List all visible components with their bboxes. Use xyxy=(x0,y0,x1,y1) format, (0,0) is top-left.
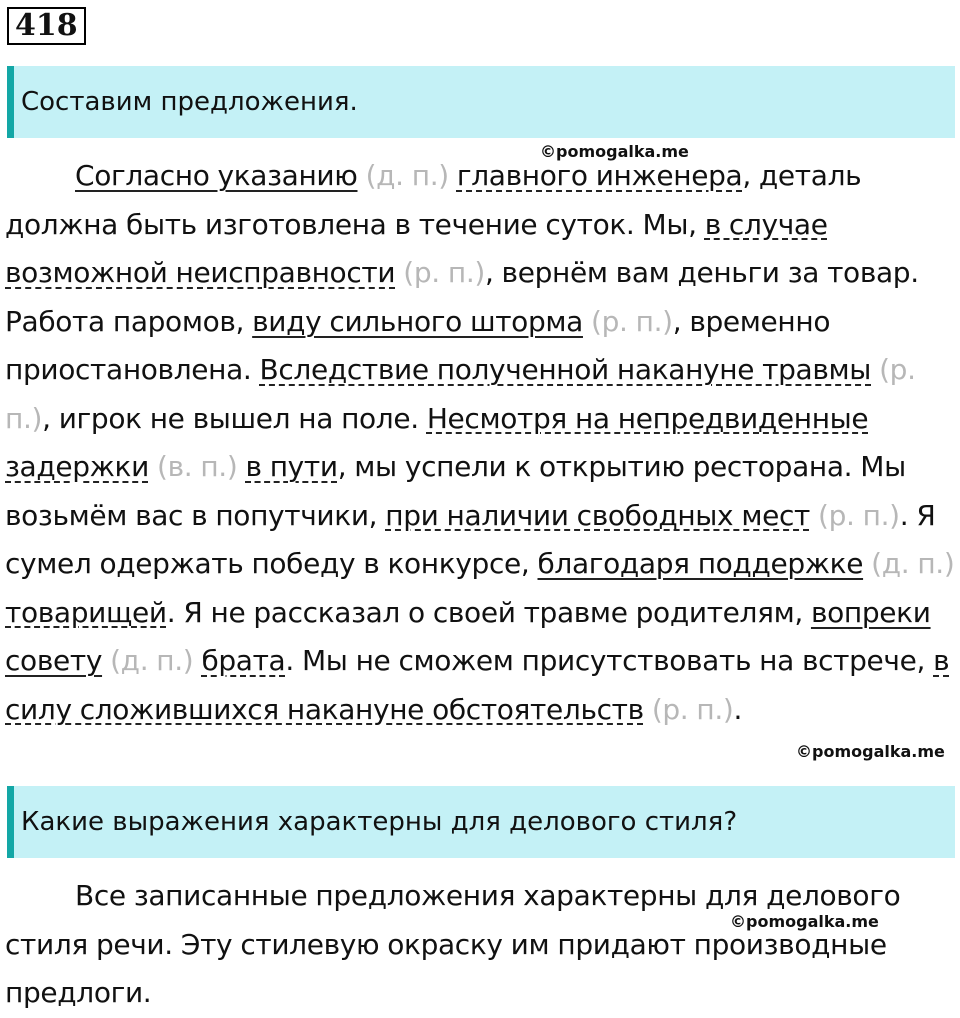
dependent-word: товарищей xyxy=(5,595,167,629)
case-label: (д. п.) xyxy=(365,159,449,192)
preposition-phrase: Вследствие полученной накануне травмы xyxy=(259,353,872,386)
plain-text: . Я не рассказал о своей травме родителям, xyxy=(166,595,811,629)
case-label: (д. п.) xyxy=(871,547,955,580)
exercise-number: 418 xyxy=(7,7,86,45)
preposition-phrase: в силу сложившихся накануне обстоятельств xyxy=(5,644,950,726)
exercise-text xyxy=(5,152,957,734)
plain-text: , временно приостановлена. xyxy=(5,304,831,386)
plain-text: , мы успели к открытию ресторана. Мы возьмём вас в попутчики, xyxy=(5,450,906,532)
dependent-word: в пути xyxy=(245,450,338,483)
plain-text: , вернём вам деньги за товар. Работа паромов, xyxy=(5,256,919,338)
question-text: Какие выражения характерны для делового стиля? xyxy=(21,807,738,837)
preposition-phrase: при наличии свободных мест xyxy=(385,498,810,532)
case-label: (в. п.) xyxy=(157,450,238,483)
watermark-middle: ©pomogalka.me xyxy=(796,742,945,761)
dependent-word: главного инженера xyxy=(456,159,743,192)
answer-text: Все записанные предложения характерны для делового стиля речи. Эту стилевую окраску им придают производные предлоги. xyxy=(5,879,901,1009)
case-label: (р. п.) xyxy=(651,692,734,726)
preposition-phrase: Согласно указанию xyxy=(75,159,358,192)
question-banner xyxy=(7,786,955,858)
dependent-word: брата xyxy=(201,644,286,677)
preposition-phrase: Несмотря на непредвиденные задержки xyxy=(5,401,869,483)
preposition-phrase: вопреки совету xyxy=(5,595,931,677)
watermark-top: ©pomogalka.me xyxy=(540,142,689,161)
plain-text: , игрок не вышел на поле. xyxy=(42,401,427,435)
plain-text: . Мы не сможем присутствовать на встрече, xyxy=(285,644,934,677)
case-label: (р. п.) xyxy=(591,304,673,338)
case-label: (д. п.) xyxy=(110,644,194,677)
case-label: (р. п.) xyxy=(403,256,485,289)
preposition-phrase: благодаря поддержке xyxy=(537,547,864,580)
watermark-bottom: ©pomogalka.me xyxy=(730,912,879,931)
section-heading: Составим предложения. xyxy=(21,87,358,117)
plain-text: . Я сумел одержать победу в конкурсе, xyxy=(5,498,936,580)
case-label: (р. п.) xyxy=(5,353,916,435)
case-label: (р. п.) xyxy=(818,498,900,532)
preposition-phrase: в случае возможной неисправности xyxy=(5,207,828,289)
preposition-phrase: виду сильного шторма xyxy=(252,304,583,338)
plain-text: . xyxy=(733,692,743,726)
plain-text: , деталь должна быть изготовлена в течение суток. Мы, xyxy=(5,159,862,241)
section-heading-banner xyxy=(7,66,955,138)
